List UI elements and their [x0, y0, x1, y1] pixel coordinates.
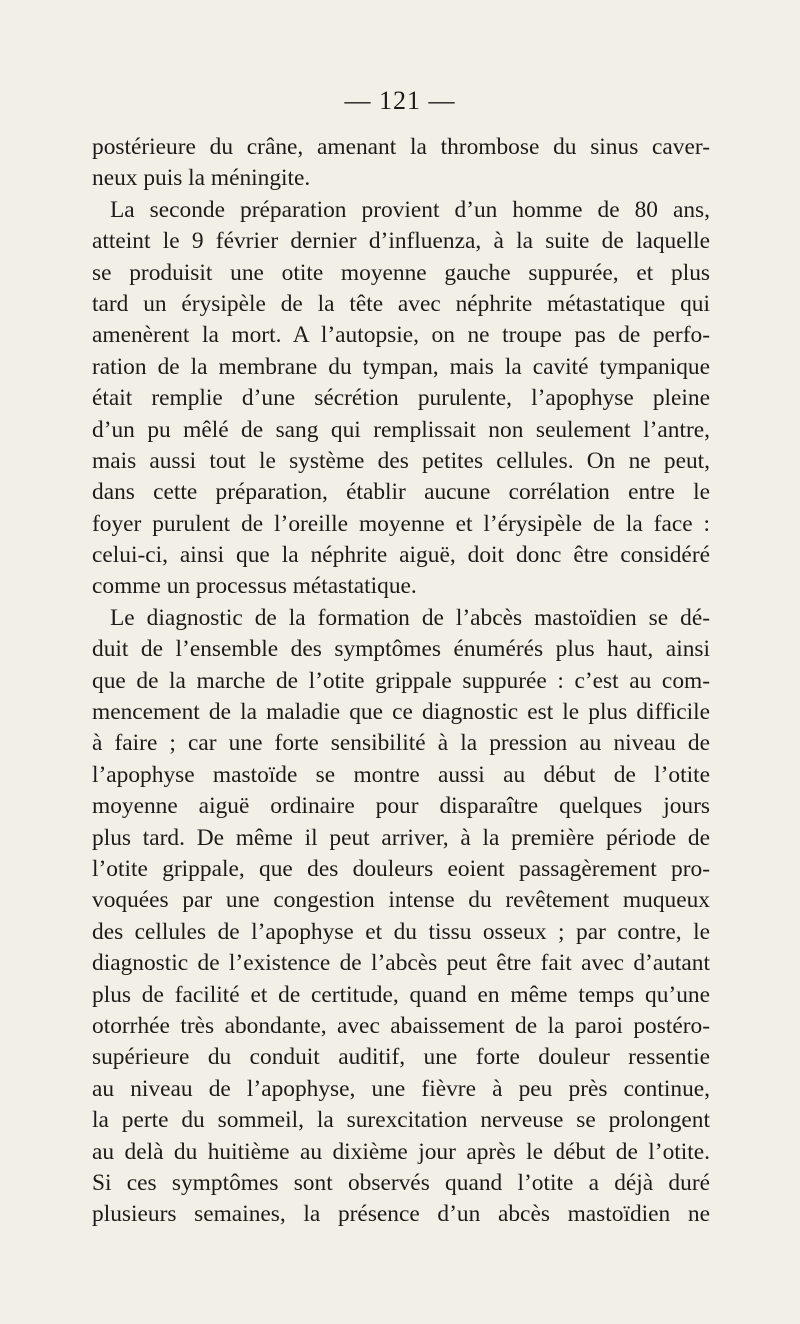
text-line: se produisit une otite moyenne gauche suppurée, et plus [92, 259, 710, 286]
text-line: foyer purulent de l’oreille moyenne et l’érysipèle de la face : [92, 510, 710, 537]
text-line: plus de facilité et de certitude, quand en même temps qu’une [92, 981, 710, 1008]
paragraph-start-line: Le diagnostic de la formation de l’abcès mastoïdien se dé- [110, 604, 710, 631]
text-line: ration de la membrane du tympan, mais la cavité tympanique [92, 353, 710, 380]
text-line: plus tard. De même il peut arriver, à la première période de [92, 824, 710, 851]
text-line: atteint le 9 février dernier d’influenza, à la suite de laquelle [92, 228, 710, 255]
text-line: supérieure du conduit auditif, une forte douleur ressentie [92, 1044, 710, 1071]
text-line: au niveau de l’apophyse, une fièvre à peu près continue, [92, 1075, 710, 1102]
text-line: otorrhée très abondante, avec abaissement de la paroi postéro- [92, 1012, 710, 1039]
text-line: à faire ; car une forte sensibilité à la pression au niveau de [92, 730, 710, 757]
text-line: postérieure du crâne, amenant la thrombose du sinus caver- [92, 134, 710, 160]
text-line: diagnostic de l’existence de l’abcès peut être fait avec d’autant [92, 950, 710, 977]
text-line: dans cette préparation, établir aucune corrélation entre le [92, 479, 710, 506]
text-line: plusieurs semaines, la présence d’un abcès mastoïdien ne [92, 1201, 710, 1228]
text-line: moyenne aiguë ordinaire pour disparaître quelques jours [92, 793, 710, 820]
text-line: l’apophyse mastoïde se montre aussi au début de l’otite [92, 761, 710, 788]
text-line: d’un pu mêlé de sang qui remplissait non seulement l’antre, [92, 416, 710, 443]
text-line: neux puis la méningite. [92, 165, 311, 192]
text-line: amenèrent la mort. A l’autopsie, on ne troupe pas de perfo- [92, 322, 710, 349]
text-line: des cellules de l’apophyse et du tissu osseux ; par contre, le [92, 918, 710, 945]
text-line: mencement de la maladie que ce diagnostic est le plus difficile [92, 699, 710, 726]
text-line: tard un érysipèle de la tête avec néphrite métastatique qui [92, 290, 710, 317]
paragraph-start-line: La seconde préparation provient d’un homme de 80 ans, [110, 196, 710, 223]
text-line: était remplie d’une sécrétion purulente, l’apophyse pleine [92, 385, 710, 412]
text-line: au delà du huitième au dixième jour après le début de l’otite. [92, 1138, 710, 1165]
text-line: la perte du sommeil, la surexcitation nerveuse se prolongent [92, 1107, 710, 1134]
text-line: Si ces symptômes sont observés quand l’otite a déjà duré [92, 1169, 710, 1196]
text-line: que de la marche de l’otite grippale suppurée : c’est au com- [92, 667, 710, 694]
text-line: comme un processus métastatique. [92, 573, 417, 600]
page-number: — 121 — [344, 86, 456, 115]
body-text [92, 132, 710, 1231]
text-line: l’otite grippale, que des douleurs eoient passagèrement pro- [92, 855, 710, 882]
text-line: duit de l’ensemble des symptômes énumérés plus haut, ainsi [92, 636, 710, 663]
text-line: voquées par une congestion intense du revêtement muqueux [92, 887, 710, 914]
text-line: celui-ci, ainsi que la néphrite aiguë, doit donc être considéré [92, 542, 710, 569]
text-line: mais aussi tout le système des petites cellules. On ne peut, [92, 447, 710, 474]
